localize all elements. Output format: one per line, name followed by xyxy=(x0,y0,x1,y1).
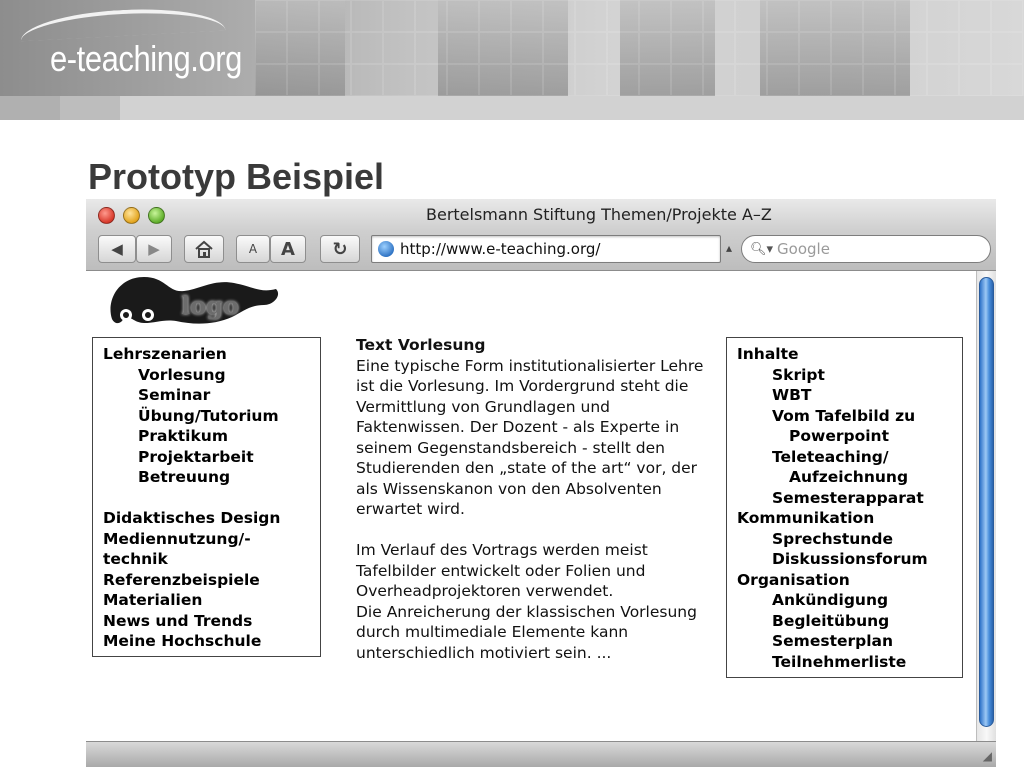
left-navigation xyxy=(92,337,321,657)
brand-logo[interactable]: e-teaching.org xyxy=(50,38,242,79)
nav-link-meine-hochschule[interactable]: Meine Hochschule xyxy=(103,632,262,650)
brand-swoosh xyxy=(19,5,225,42)
nav-item-teleteaching[interactable]: Teleteaching/ xyxy=(772,447,889,466)
reload-button[interactable] xyxy=(320,235,360,263)
nav-item-projektarbeit[interactable]: Projektarbeit xyxy=(138,447,254,466)
nav-item-semesterplan[interactable]: Semesterplan xyxy=(772,632,894,650)
article-heading: Text Vorlesung xyxy=(356,336,486,354)
nav-link-news-und-trends[interactable]: News und Trends xyxy=(103,611,253,630)
nav-link-materialien[interactable]: Materialien xyxy=(103,591,203,609)
nav-item-ankuendigung[interactable]: Ankündigung xyxy=(772,591,889,609)
status-bar xyxy=(86,741,996,767)
browser-window xyxy=(86,199,996,769)
nav-link-didaktisches-design[interactable]: Didaktisches Design xyxy=(103,509,281,527)
globe-icon xyxy=(378,241,394,257)
resize-grip-icon[interactable]: ◢ xyxy=(982,749,992,763)
nav-item-semesterapparat[interactable]: Semesterapparat xyxy=(772,488,924,507)
banner-strip xyxy=(0,96,1024,120)
article-paragraph: Eine typische Form institutionalisierter Lehre ist die Vorlesung. Im Vordergrund steht die Vermittlung von Grundlagen und Faktenwissen. Der Dozent - als Experte in seinem Gegenstandsbereich - stellt den Studierenden den „state of the art“ vor, der als Wissenskanon von den Absolventen erwartet wird. xyxy=(356,356,704,518)
window-title: Bertelsmann Stiftung Themen/Projekte A–Z xyxy=(426,205,772,224)
nav-item-wbt[interactable]: WBT xyxy=(772,386,812,404)
reload-icon: ↻ xyxy=(332,238,348,260)
banner-tiles xyxy=(255,0,1024,96)
vertical-scrollbar[interactable] xyxy=(976,271,996,741)
nav-item-diskussionsforum[interactable]: Diskussionsforum xyxy=(772,550,928,568)
nav-link-mediennutzung[interactable]: Mediennutzung/- xyxy=(103,529,251,548)
text-smaller-button[interactable]: A xyxy=(236,235,270,263)
scrollbar-thumb[interactable] xyxy=(979,277,994,727)
main-article xyxy=(356,335,716,663)
minimize-window-button[interactable] xyxy=(123,207,140,224)
bookmark-marker-icon: ▴ xyxy=(726,241,733,255)
nav-item-tafelbild-cont[interactable]: Powerpoint xyxy=(789,427,889,445)
back-icon: ◀ xyxy=(111,240,123,258)
close-window-button[interactable] xyxy=(98,207,115,224)
page-title: Prototyp Beispiel xyxy=(88,156,385,197)
zoom-window-button[interactable] xyxy=(148,207,165,224)
nav-group-organisation[interactable]: Organisation xyxy=(737,570,850,589)
nav-item-betreuung[interactable]: Betreuung xyxy=(138,468,231,486)
nav-link-mediennutzung-cont[interactable]: technik xyxy=(103,550,168,568)
nav-item-skript[interactable]: Skript xyxy=(772,365,825,384)
search-placeholder: Google xyxy=(777,240,830,258)
nav-item-seminar[interactable]: Seminar xyxy=(138,386,211,404)
nav-item-sprechstunde[interactable]: Sprechstunde xyxy=(772,529,893,548)
nav-group-lehrszenarien[interactable]: Lehrszenarien xyxy=(103,345,227,363)
right-navigation xyxy=(726,337,963,678)
forward-button[interactable] xyxy=(136,235,172,263)
forward-icon: ▶ xyxy=(148,240,160,258)
nav-item-begleituebung[interactable]: Begleitübung xyxy=(772,611,890,630)
nav-item-tafelbild[interactable]: Vom Tafelbild zu xyxy=(772,406,916,425)
nav-item-teleteaching-cont[interactable]: Aufzeichnung xyxy=(789,468,909,486)
address-bar[interactable] xyxy=(371,235,721,263)
window-controls xyxy=(98,207,165,224)
article-paragraph: Im Verlauf des Vortrags werden meist Tafelbilder entwickelt oder Folien und Overheadprojektoren verwendet. xyxy=(356,541,648,600)
nav-item-uebung-tutorium[interactable]: Übung/Tutorium xyxy=(138,406,279,425)
nav-item-praktikum[interactable]: Praktikum xyxy=(138,427,228,445)
article-paragraph: Die Anreicherung der klassischen Vorlesung durch multimediale Elemente kann unterschiedlich motiviert sein. ... xyxy=(356,602,697,662)
search-icon: 🔍︎▾ xyxy=(750,241,774,257)
home-icon xyxy=(194,240,214,258)
nav-item-teilnehmerliste[interactable]: Teilnehmerliste xyxy=(772,652,907,671)
back-button[interactable] xyxy=(98,235,136,263)
nav-item-vorlesung[interactable]: Vorlesung xyxy=(138,365,226,384)
browser-toolbar xyxy=(86,199,996,271)
search-input[interactable] xyxy=(741,235,991,263)
nav-link-referenzbeispiele[interactable]: Referenzbeispiele xyxy=(103,570,260,589)
address-bar-text: http://www.e-teaching.org/ xyxy=(400,240,601,258)
logo-text: logo xyxy=(181,291,239,320)
nav-group-inhalte[interactable]: Inhalte xyxy=(737,345,799,363)
nav-group-kommunikation[interactable]: Kommunikation xyxy=(737,509,875,527)
home-button[interactable] xyxy=(184,235,224,263)
text-bigger-button[interactable]: A xyxy=(270,235,306,263)
header-banner xyxy=(0,0,1024,96)
web-content xyxy=(86,271,976,741)
